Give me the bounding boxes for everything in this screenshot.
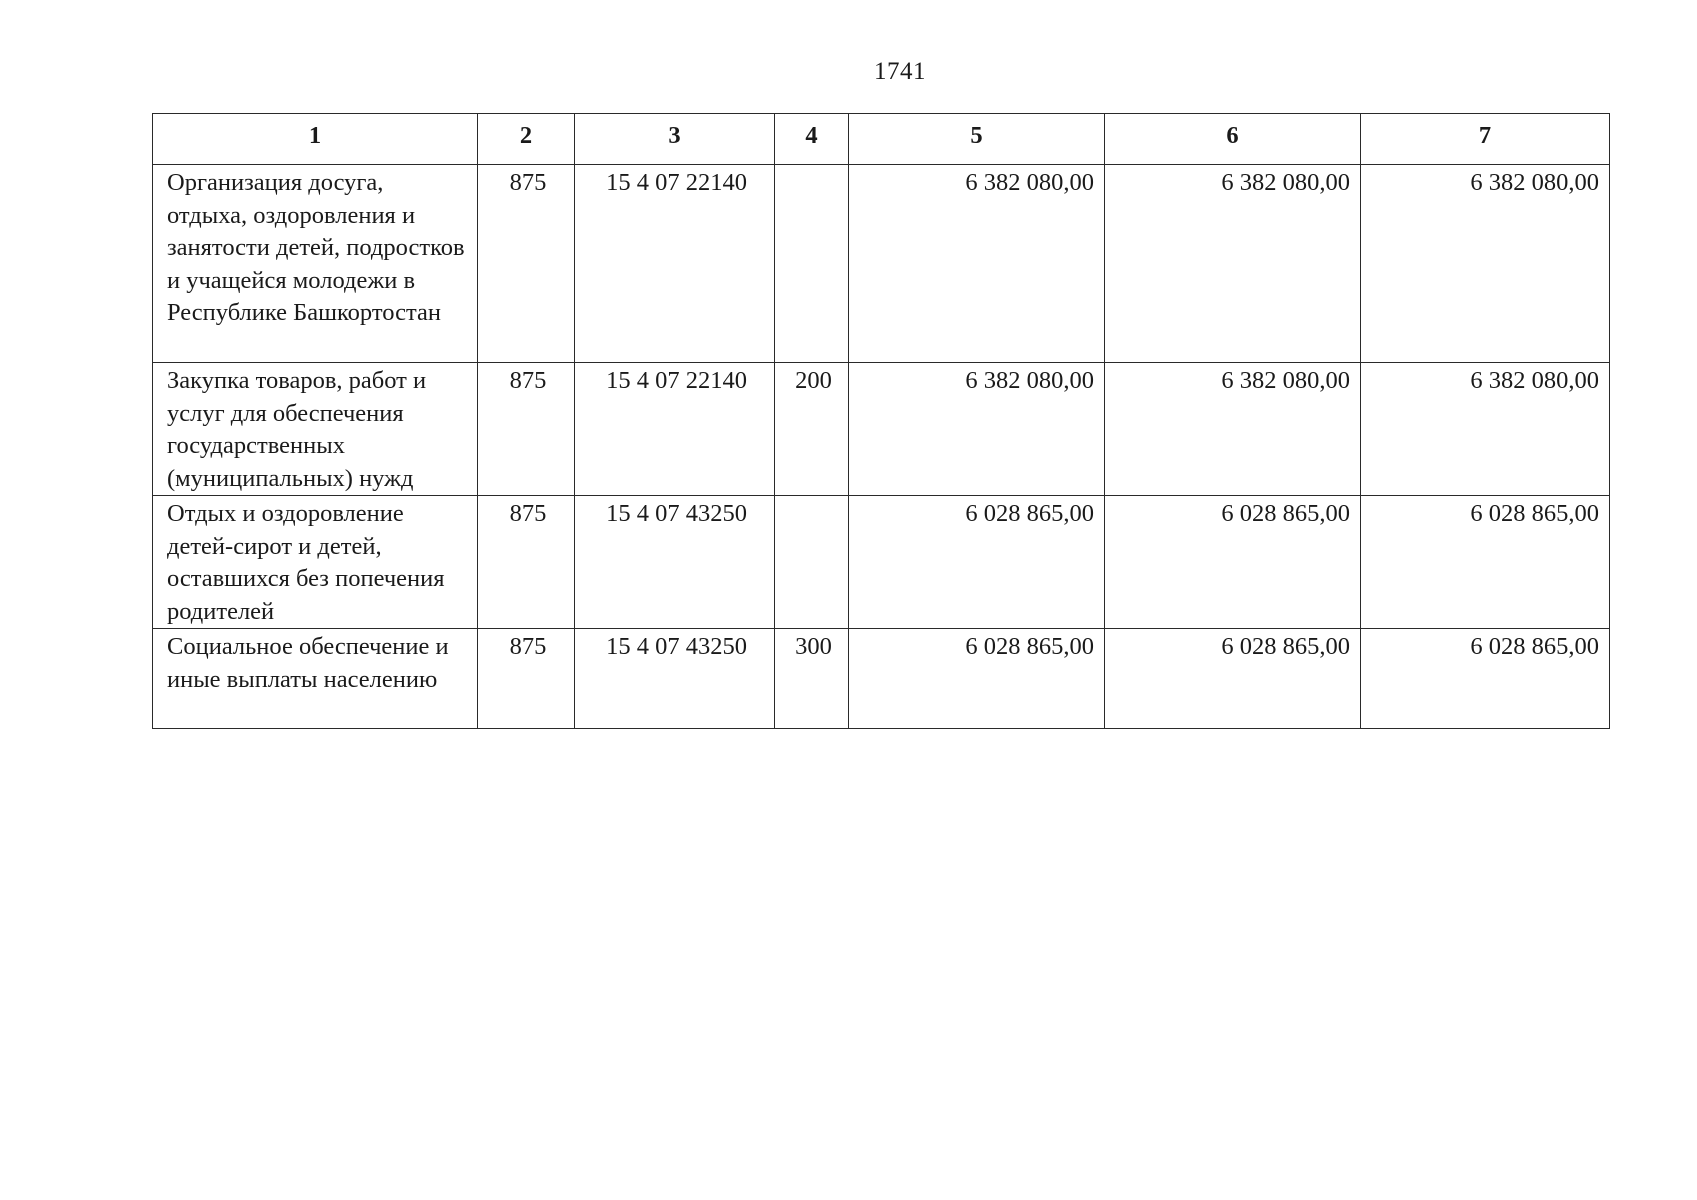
column-header-6: 6	[1105, 114, 1361, 165]
row-col3: 15 4 07 22140	[575, 165, 775, 363]
row-col6: 6 382 080,00	[1105, 165, 1361, 363]
row-col5: 6 382 080,00	[849, 363, 1105, 496]
row-name: Закупка товаров, работ и услуг для обеспечения государственных (муниципальных) нужд	[153, 363, 478, 496]
row-name: Социальное обеспечение и иные выплаты населению	[153, 629, 478, 729]
row-col6: 6 382 080,00	[1105, 363, 1361, 496]
column-header-7: 7	[1361, 114, 1610, 165]
row-col6: 6 028 865,00	[1105, 629, 1361, 729]
row-col2: 875	[478, 496, 575, 629]
table-row	[153, 629, 1610, 729]
table-header-row	[153, 114, 1610, 165]
row-col2: 875	[478, 165, 575, 363]
budget-table	[152, 113, 1610, 729]
row-col4	[775, 165, 849, 363]
row-col7: 6 382 080,00	[1361, 363, 1610, 496]
table-row	[153, 496, 1610, 629]
row-col7: 6 028 865,00	[1361, 496, 1610, 629]
row-col2: 875	[478, 629, 575, 729]
row-col3: 15 4 07 22140	[575, 363, 775, 496]
column-header-2: 2	[478, 114, 575, 165]
row-col3: 15 4 07 43250	[575, 629, 775, 729]
row-col5: 6 028 865,00	[849, 629, 1105, 729]
page-number: 1741	[874, 58, 926, 85]
row-col7: 6 382 080,00	[1361, 165, 1610, 363]
row-col4	[775, 496, 849, 629]
row-col5: 6 382 080,00	[849, 165, 1105, 363]
row-col3: 15 4 07 43250	[575, 496, 775, 629]
row-col5: 6 028 865,00	[849, 496, 1105, 629]
column-header-1: 1	[153, 114, 478, 165]
row-col6: 6 028 865,00	[1105, 496, 1361, 629]
table-row	[153, 363, 1610, 496]
row-col7: 6 028 865,00	[1361, 629, 1610, 729]
column-header-3: 3	[575, 114, 775, 165]
row-col4: 300	[775, 629, 849, 729]
row-col2: 875	[478, 363, 575, 496]
column-header-5: 5	[849, 114, 1105, 165]
row-name: Организация досуга, отдыха, оздоровления и занятости детей, подростков и учащейся молодежи в Республике Башкортостан	[153, 165, 478, 363]
row-col4: 200	[775, 363, 849, 496]
table-row	[153, 165, 1610, 363]
column-header-4: 4	[775, 114, 849, 165]
row-name: Отдых и оздоровление детей-сирот и детей, оставшихся без попечения родителей	[153, 496, 478, 629]
